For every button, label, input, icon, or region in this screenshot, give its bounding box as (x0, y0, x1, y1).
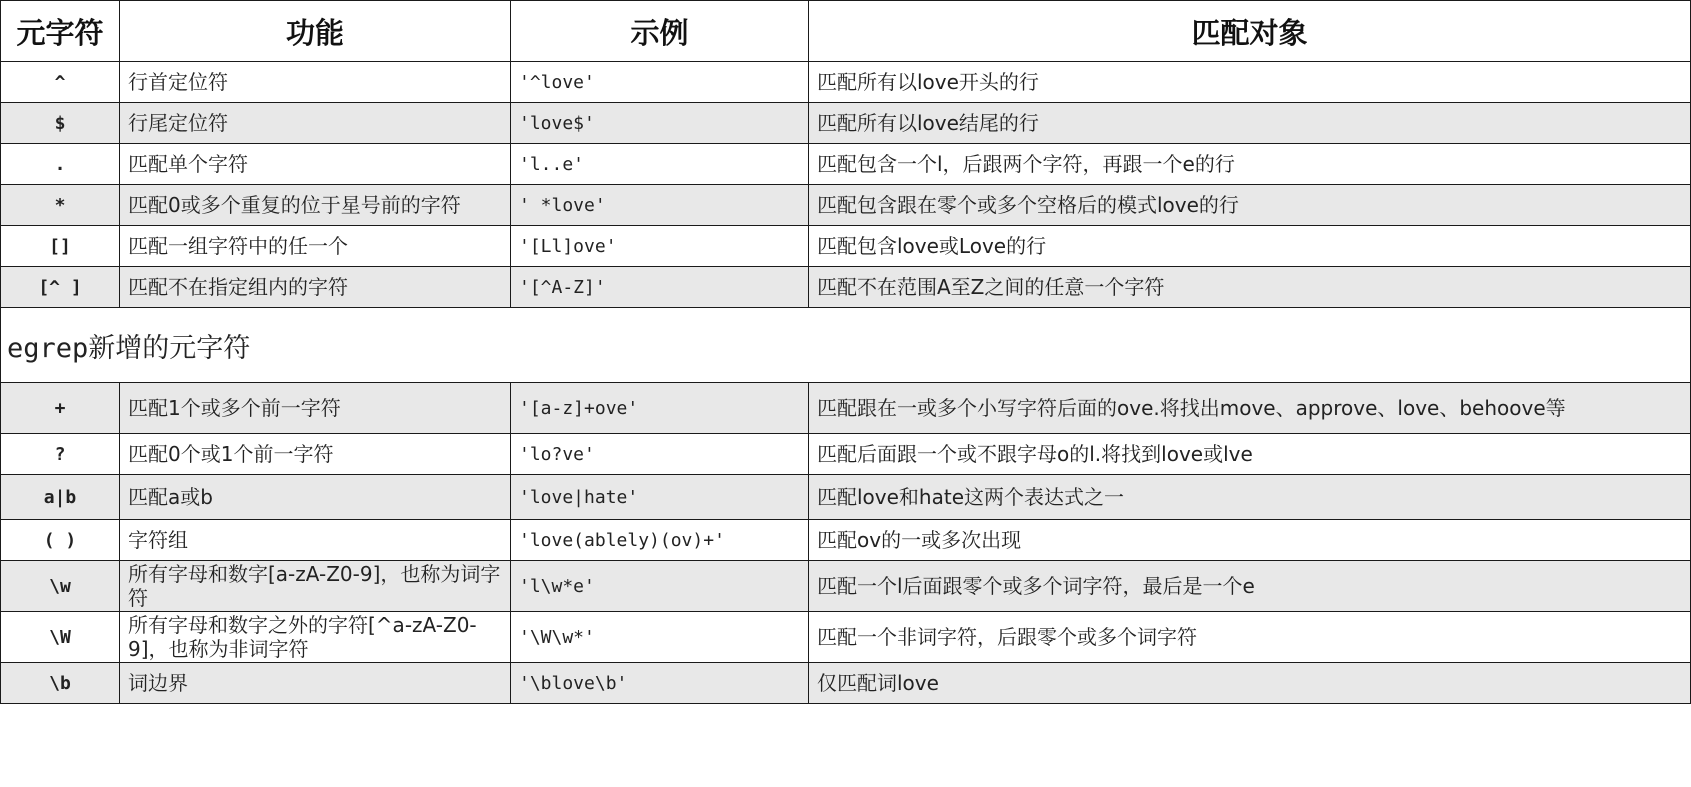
header-example: 示例 (511, 1, 809, 62)
example-cell: 'lo?ve' (511, 434, 809, 475)
function-cell: 行尾定位符 (120, 103, 511, 144)
example-cell: '^love' (511, 62, 809, 103)
section-title-prefix: egrep (7, 332, 89, 364)
example-cell: 'l\w*e' (511, 561, 809, 612)
table-row (1, 475, 1691, 520)
metachar-cell: ^ (1, 62, 120, 103)
function-cell: 匹配一组字符中的任一个 (120, 226, 511, 267)
match-cell: 匹配后面跟一个或不跟字母o的l.将找到love或lve (809, 434, 1691, 475)
example-cell: 'love$' (511, 103, 809, 144)
table-row (1, 267, 1691, 308)
metachar-cell: a|b (1, 475, 120, 520)
metachar-cell: \w (1, 561, 120, 612)
match-cell: 仅匹配词love (809, 663, 1691, 704)
header-match-target: 匹配对象 (809, 1, 1691, 62)
metachar-cell: [^ ] (1, 267, 120, 308)
match-cell: 匹配love和hate这两个表达式之一 (809, 475, 1691, 520)
section-title-text: 新增的元字符 (88, 332, 251, 364)
match-cell: 匹配所有以love开头的行 (809, 62, 1691, 103)
match-cell: 匹配一个非词字符，后跟零个或多个词字符 (809, 612, 1691, 663)
metachar-cell: + (1, 383, 120, 434)
function-cell: 字符组 (120, 520, 511, 561)
match-cell: 匹配包含一个l，后跟两个字符，再跟一个e的行 (809, 144, 1691, 185)
table-row (1, 663, 1691, 704)
function-cell: 匹配不在指定组内的字符 (120, 267, 511, 308)
table-row (1, 612, 1691, 663)
metachar-cell: . (1, 144, 120, 185)
metachar-cell: \W (1, 612, 120, 663)
example-cell: '\W\w*' (511, 612, 809, 663)
function-cell: 所有字母和数字[a-zA-Z0-9]，也称为词字符 (120, 561, 511, 612)
example-cell: '[a-z]+ove' (511, 383, 809, 434)
table-row (1, 383, 1691, 434)
match-cell: 匹配包含love或Love的行 (809, 226, 1691, 267)
table-row (1, 144, 1691, 185)
section-row-egrep (1, 308, 1691, 383)
table-row (1, 434, 1691, 475)
function-cell: 匹配单个字符 (120, 144, 511, 185)
function-cell: 匹配a或b (120, 475, 511, 520)
function-cell: 匹配0或多个重复的位于星号前的字符 (120, 185, 511, 226)
example-cell: 'love|hate' (511, 475, 809, 520)
match-cell: 匹配ov的一或多次出现 (809, 520, 1691, 561)
section-title (1, 308, 1691, 383)
metachar-cell: ? (1, 434, 120, 475)
function-cell: 匹配1个或多个前一字符 (120, 383, 511, 434)
example-cell: '[Ll]ove' (511, 226, 809, 267)
header-metachar: 元字符 (1, 1, 120, 62)
match-cell: 匹配跟在一或多个小写字符后面的ove.将找出move、approve、love、behoove等 (809, 383, 1691, 434)
header-function: 功能 (120, 1, 511, 62)
example-cell: 'l..e' (511, 144, 809, 185)
example-cell: 'love(ablely)(ov)+' (511, 520, 809, 561)
metachar-cell: $ (1, 103, 120, 144)
example-cell: '[^A-Z]' (511, 267, 809, 308)
example-cell: ' *love' (511, 185, 809, 226)
metachar-cell: * (1, 185, 120, 226)
metachar-cell: \b (1, 663, 120, 704)
metachar-cell: ( ) (1, 520, 120, 561)
function-cell: 匹配0个或1个前一字符 (120, 434, 511, 475)
table-row (1, 520, 1691, 561)
function-cell: 词边界 (120, 663, 511, 704)
header-row (1, 1, 1691, 62)
example-cell: '\blove\b' (511, 663, 809, 704)
table-row (1, 226, 1691, 267)
match-cell: 匹配包含跟在零个或多个空格后的模式love的行 (809, 185, 1691, 226)
match-cell: 匹配不在范围A至Z之间的任意一个字符 (809, 267, 1691, 308)
match-cell: 匹配一个l后面跟零个或多个词字符，最后是一个e (809, 561, 1691, 612)
table-row (1, 185, 1691, 226)
table-row (1, 561, 1691, 612)
function-cell: 所有字母和数字之外的字符[^a-zA-Z0-9]，也称为非词字符 (120, 612, 511, 663)
match-cell: 匹配所有以love结尾的行 (809, 103, 1691, 144)
function-cell: 行首定位符 (120, 62, 511, 103)
table-row (1, 62, 1691, 103)
table-row (1, 103, 1691, 144)
metachar-cell: [] (1, 226, 120, 267)
